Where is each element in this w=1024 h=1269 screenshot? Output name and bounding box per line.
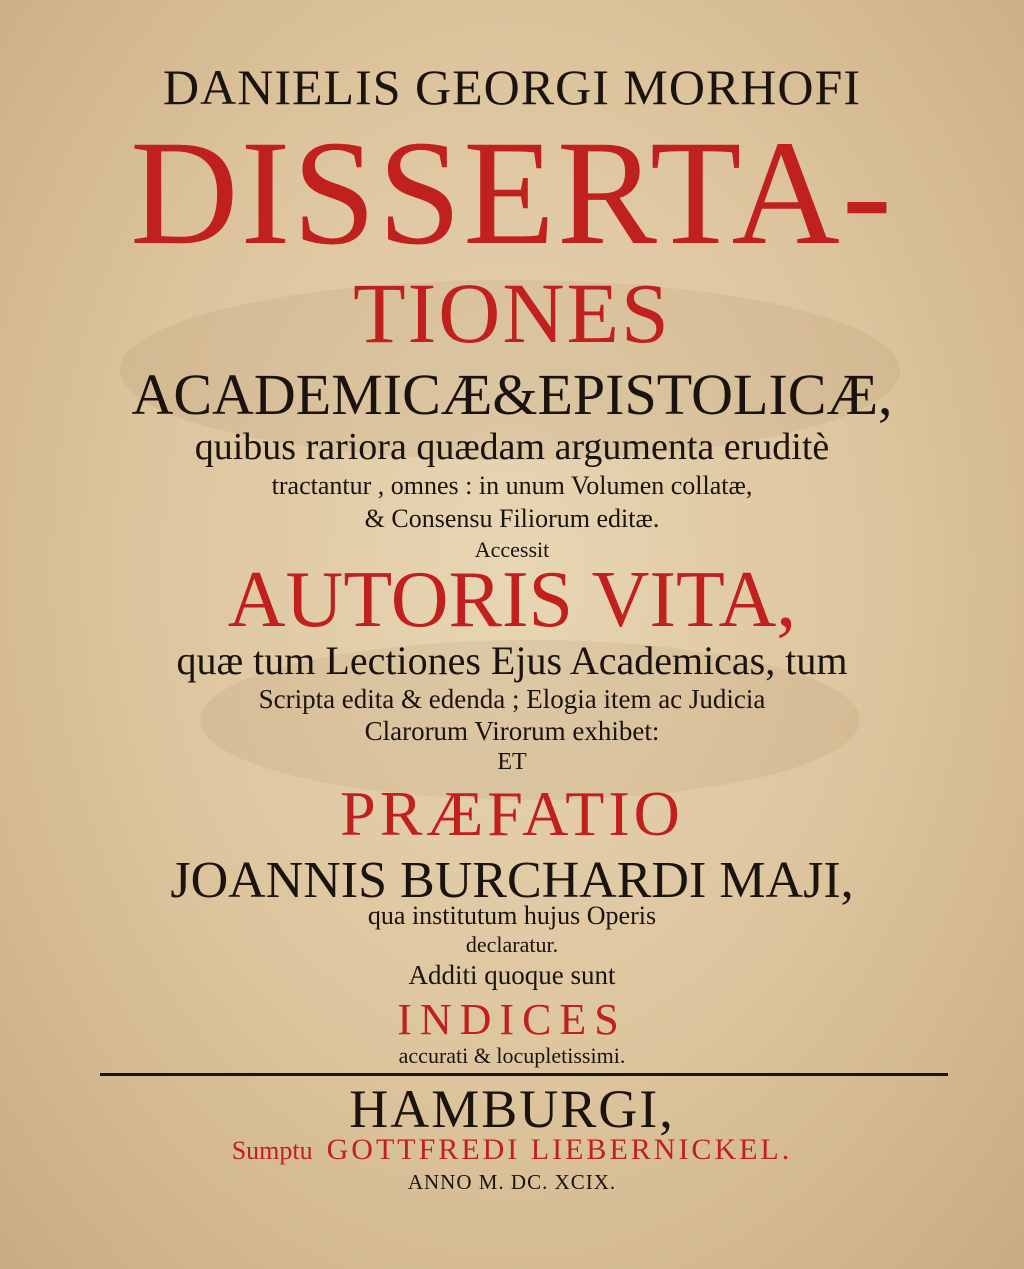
divider-rule [100, 1073, 948, 1076]
title-part-1: DISSERTA- [130, 110, 894, 276]
praefatio-heading: PRÆFATIO [340, 778, 684, 849]
maji-description-2: declaratur. [465, 932, 559, 957]
city-name: HAMBURGI, [349, 1079, 675, 1139]
title-part-2: TIONES [353, 265, 671, 361]
vita-description-1: quæ tum Lectiones Ejus Academicas, tum [176, 638, 848, 683]
vita-description-2: Scripta edita & edenda ; Elogia item ac Judicia [258, 684, 766, 714]
maji-description-1: qua institutum hujus Operis [367, 901, 657, 930]
description-line-2: tractantur , omnes : in unum Volumen collatæ, [271, 471, 753, 500]
indices-description: accurati & locupletissimi. [398, 1043, 626, 1068]
indices-heading: INDICES [397, 995, 627, 1044]
autoris-vita-heading: AUTORIS VITA, [227, 556, 797, 644]
description-line-3: & Consensu Filiorum editæ. [364, 504, 660, 533]
publication-year: ANNO M. DC. XCIX. [407, 1170, 617, 1194]
description-line-1: quibus rariora quædam argumenta eruditè [194, 426, 830, 468]
additi-line: Additi quoque sunt [408, 960, 616, 990]
vita-description-3: Clarorum Virorum exhibet: [364, 716, 660, 746]
sumptu-label: Sumptu [231, 1136, 313, 1165]
maji-name: JOANNIS BURCHARDI MAJI, [170, 852, 854, 909]
accessit-label: Accessit [474, 537, 550, 562]
author-name: DANIELIS GEORGI MORHOFI [163, 59, 861, 115]
imprint-line [0, 1135, 1024, 1165]
et-label: ET [497, 749, 527, 775]
publisher-name: GOTTFREDI LIEBERNICKEL. [326, 1133, 793, 1166]
subtitle: ACADEMICÆ&EPISTOLICÆ, [131, 362, 893, 427]
